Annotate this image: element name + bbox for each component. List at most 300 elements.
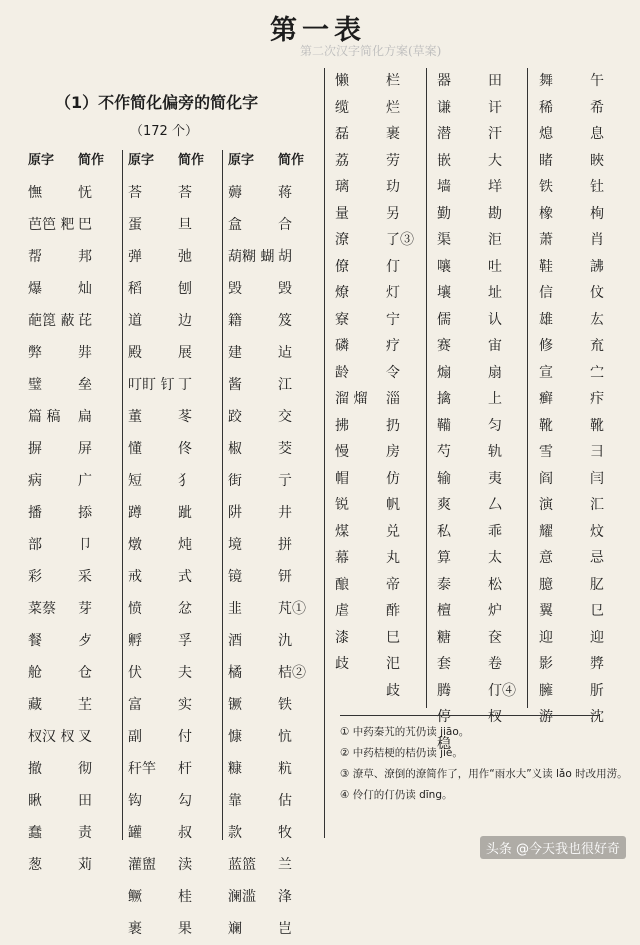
footnotes [340,715,628,806]
table-cell: 彩 [28,569,42,585]
table-cell: 卩 [78,537,92,553]
character-entry: 奁 [488,629,502,646]
table-cell: 交 [278,409,292,425]
character-entry: 息 [590,126,604,142]
table-cell [78,881,128,913]
character-entry: 煤 [335,523,349,540]
column-divider [324,68,325,838]
table-cell: 部 [28,537,42,553]
table-cell: 边 [178,313,192,329]
character-entry: 潦 [335,232,349,248]
table-cell: 彻 [78,761,92,777]
character-entry: 信 [539,285,553,301]
table-cell: 籍 [228,313,242,329]
table-cell: 芏 [78,697,92,713]
character-column [386,68,434,757]
table-cell: 怃 [78,185,92,201]
character-entry: 另 [386,205,400,222]
character-entry: 靴 [590,417,604,434]
character-entry: 肵 [590,682,604,699]
table-cell: 叔 [178,825,192,841]
character-entry: 熄 [539,126,553,142]
character-entry: 演 [539,497,553,513]
table-cell: 秆竿 [128,761,156,777]
character-entry: 睹 [539,152,553,169]
table-cell: 叉 [78,729,92,745]
character-entry: 儒 [437,311,451,328]
character-entry: 嚷 [437,258,451,275]
character-entry: 僚 [335,258,349,275]
character-entry: 大 [488,152,502,169]
table-cell: 帮 [28,249,42,265]
table-cell: 荅 [178,185,192,201]
table-cell: 街 [228,473,242,489]
table-cell: 镢 [228,697,242,713]
character-entry: 璃 [335,179,349,195]
character-entry: 厷 [590,311,604,328]
table-cell: 富 [128,697,142,713]
table-cell: 瞅 [28,793,42,809]
character-entry: 乖 [488,523,502,540]
table-cell: 葱 [28,857,42,873]
character-entry: 芍 [437,444,451,460]
character-entry: 栏 [386,73,400,89]
table-cell: 屏 [78,441,92,457]
table-cell: 邦 [78,249,92,265]
table-cell: 斓 [228,921,242,937]
table-cell: 建 [228,345,242,361]
character-entry: 玏 [386,179,400,195]
table-cell: 拼 [278,537,292,553]
table-cell: 董 [128,409,142,425]
table-cell: 展 [178,345,192,361]
table-cell: 戒 [128,569,142,585]
character-entry: 修 [539,338,553,354]
table-cell: 舱 [28,665,42,681]
table-cell: 合 [278,217,292,233]
table-cell: 付 [178,729,192,745]
character-entry: 舞 [539,73,553,89]
table-cell: 仓 [78,665,92,681]
table-cell: 摒 [28,441,42,457]
character-entry: 铁 [539,179,553,195]
table-cell [78,913,128,945]
character-entry: 耀 [539,523,553,540]
character-entry: 㝉 [590,364,604,381]
character-entry: 爽 [437,497,451,513]
character-entry: 疗 [386,338,400,354]
character-entry: 缆 [335,99,349,116]
character-entry: 输 [437,470,451,487]
character-entry: 丸 [386,550,400,566]
table-cell: 慷 [228,729,242,745]
table-cell: 病 [28,473,42,489]
character-entry: 仿 [386,470,400,487]
table-cell: 橘 [228,665,242,681]
character-entry: 幕 [335,550,349,566]
character-entry: 肊 [590,576,604,593]
table-cell: 估 [278,793,292,809]
character-entry: 燎 [335,285,349,301]
character-entry: 松 [488,576,502,593]
table-cell: 短 [128,473,142,489]
table-cell: 副 [128,729,142,745]
character-entry: 迎 [539,629,553,646]
character-entry: 匀 [488,417,502,434]
table-cell: 殿 [128,345,142,361]
table-cell: 罐 [128,825,142,841]
character-entry: 忌 [590,550,604,566]
character-entry: 套 [437,656,451,672]
table-cell: 菜蔡 [28,601,56,617]
table-cell: 餐 [28,633,42,649]
table-cell: 灿 [78,281,92,297]
table-cell: 采 [78,569,92,585]
character-entry: 算 [437,550,451,566]
table-cell: 扁 [78,409,92,425]
character-entry: 雄 [539,311,553,328]
column-divider [222,150,223,840]
table-cell: 桂 [178,889,192,905]
character-entry: 壤 [437,285,451,301]
table-cell: 韭 [228,601,242,617]
left-character-table [28,145,328,945]
character-entry: 意 [539,550,553,566]
table-header: 原字 [128,153,155,168]
table-cell: 跤 [228,409,242,425]
character-entry: 墙 [437,179,451,195]
table-cell: 掭 [78,505,92,521]
table-cell: 境 [228,537,242,553]
table-cell: 胡 [278,249,292,265]
table-cell: 蓝篮 [228,857,256,873]
table-cell: 鳜 [128,889,142,905]
table-cell: 钘 [278,569,292,585]
character-entry: 肖 [590,232,604,248]
character-entry: 田 [488,73,502,89]
table-header: 原字 [28,153,55,168]
table-cell: 弊 [28,345,42,361]
table-cell: 茭 [278,441,292,457]
character-entry: 萧 [539,232,553,248]
character-entry: 䀹 [590,152,604,169]
character-entry: 器 [437,73,451,89]
character-entry: 臆 [539,576,553,593]
table-header: 简作 [78,153,105,168]
table-header: 简作 [278,153,305,168]
table-cell: 稻 [128,281,142,297]
character-entry: 午 [590,73,604,89]
character-entry: 懒 [335,73,349,89]
table-cell: 弛 [178,249,192,265]
character-entry: 锐 [335,497,349,513]
table-cell: 伏 [128,665,142,681]
character-column [437,68,485,757]
character-entry: 栒 [590,205,604,222]
character-entry: 龄 [335,364,349,381]
table-cell: 亍 [278,473,292,489]
table-cell: 铁 [278,697,292,713]
character-column [590,68,638,757]
character-entry: 漆 [335,629,349,646]
character-entry: 渠 [437,232,451,248]
character-entry: 磊 [335,126,349,142]
character-entry: 量 [335,205,349,222]
watermark-label: 头条 @今天我也很好奇 [480,836,626,859]
table-cell: 款 [228,825,242,841]
table-cell: 薅 [228,185,242,201]
table-cell: 弹 [128,249,142,265]
table-cell: 芃① [278,601,306,617]
table-cell: 播 [28,505,42,521]
table-cell: 芘 [78,313,92,329]
footnote: ② 中药桔梗的桔仍读 jié。 [340,747,463,759]
table-cell: 广 [78,473,92,489]
character-column [539,68,587,757]
character-entry: 讦 [488,99,502,116]
character-entry: 钍 [590,179,604,195]
table-cell: 夫 [178,665,192,681]
character-entry: 癣 [539,391,553,407]
footnote: ④ 伶仃的仃仍读 dīng。 [340,789,453,801]
character-entry: 址 [488,285,502,301]
table-cell: 忼 [278,729,292,745]
right-character-columns [335,68,638,757]
character-entry: 扇 [488,364,502,381]
table-cell: 忿 [178,601,192,617]
table-cell: 撤 [28,761,42,777]
table-cell: 钩 [128,793,142,809]
character-entry: 私 [437,523,451,540]
table-cell: 勾 [178,793,192,809]
table-cell: 蠢 [28,825,42,841]
character-entry: 汜 [386,656,400,672]
table-cell: 愤 [128,601,142,617]
section-title: （1）不作简化偏旁的简化字 [55,93,259,112]
character-entry: 稀 [539,99,553,116]
table-cell: 炖 [178,537,192,553]
character-entry: 房 [386,444,400,460]
table-cell: 佟 [178,441,192,457]
character-entry: 疜 [590,391,604,407]
table-header: 原字 [228,153,255,168]
character-entry: 酿 [335,576,349,593]
character-entry: 认 [488,311,502,328]
table-cell: 毁 [278,281,292,297]
character-count: （172 个） [130,124,198,139]
table-cell: 式 [178,569,192,585]
character-entry: 仃 [386,258,400,275]
table-cell: 毁 [228,281,242,297]
character-entry: 迎 [590,629,604,646]
character-entry: 上 [488,391,502,407]
character-entry: 臃 [539,682,553,699]
table-cell: 杆 [178,761,192,777]
table-cell: 苳 [178,409,192,425]
character-entry: 帆 [386,497,400,513]
character-entry: 伩 [590,285,604,301]
table-cell: 苅 [78,857,92,873]
table-cell [28,881,78,913]
table-cell: 旦 [178,217,192,233]
character-entry: 希 [590,99,604,116]
character-entry: 雪 [539,444,553,460]
faded-background-heading: 第二次汉字简化方案(草案) [300,44,442,58]
table-cell: 篇 稿 [28,409,61,425]
table-cell: 糠 [228,761,242,777]
table-cell: 酒 [228,633,242,649]
table-cell: 迠 [278,345,292,361]
character-entry: 煽 [437,364,451,381]
table-cell: 荅 [128,185,142,201]
character-entry: 嵌 [437,152,451,169]
character-entry: 烂 [386,99,400,116]
character-entry: 夷 [488,470,502,487]
character-entry: 闫 [590,470,604,487]
character-entry: 裹 [386,126,400,142]
table-cell: 裹 [128,921,142,937]
character-entry: 橡 [539,205,553,222]
table-cell: 丁 [178,377,192,393]
table-cell: 桔② [278,665,306,681]
character-entry: 杈 [488,709,502,725]
table-cell: 巴 [78,217,92,233]
character-entry: 洰 [488,232,502,248]
table-cell: 兰 [278,857,292,873]
character-entry: 卷 [488,656,502,672]
character-entry: 歧 [386,682,400,699]
table-cell: 垒 [78,377,92,393]
character-entry: 帽 [335,470,349,487]
character-entry: 太 [488,550,502,566]
character-entry: 勤 [437,205,451,222]
table-cell: 氿 [278,633,292,649]
table-cell: 叮盯 钉 [128,377,175,393]
character-entry: 影 [539,656,553,672]
table-cell: 浲 [278,889,292,905]
character-entry: 泰 [437,576,451,593]
table-cell: 芭笆 粑 [28,217,75,233]
table-cell: 蹲 [128,505,142,521]
table-cell: 弉 [78,345,92,361]
table-cell: 江 [278,377,292,393]
footnote: ③ 潦草、潦倒的潦简作了，用作“雨水大”义读 lǎo 时改用涝。 [340,768,628,780]
table-cell: 懂 [128,441,142,457]
table-cell: 靠 [228,793,242,809]
character-entry: 歧 [335,656,349,672]
table-cell: 阱 [228,505,242,521]
character-entry: 磷 [335,338,349,354]
table-cell: 犭 [178,473,192,489]
table-header: 简作 [178,153,205,168]
table-cell: 实 [178,697,192,713]
column-divider [122,150,123,840]
character-entry: 游 [539,709,553,725]
character-entry: 巳 [386,629,400,646]
character-entry: 虐 [335,603,349,619]
table-cell: 果 [178,921,192,937]
footnote: ① 中药秦艽的艽仍读 jiāo。 [340,726,470,738]
table-cell: 田 [78,793,92,809]
table-cell: 澜滥 [228,889,256,905]
character-entry: 仃④ [488,682,516,699]
table-cell: 蒋 [278,185,292,201]
character-entry: 灯 [386,285,400,301]
character-entry: 垟 [488,179,502,195]
page-title: 第一表 [270,15,366,46]
table-cell: 憮 [28,185,42,201]
table-cell: 爆 [28,281,42,297]
character-entry: 腾 [437,682,451,699]
table-cell: 蛋 [128,217,142,233]
character-entry: 鞴 [437,417,451,434]
character-entry: 宁 [386,311,400,328]
table-cell: 葫糊 蝴 [228,249,275,265]
character-entry: 厶 [488,497,502,513]
table-cell: 跐 [178,505,192,521]
character-entry: 令 [386,364,400,381]
character-entry: 酢 [386,603,400,619]
table-cell: 杈汉 杈 [28,729,75,745]
character-entry: 稳 [437,735,451,752]
character-entry: 沈 [590,709,604,725]
table-cell: 牧 [278,825,292,841]
table-cell: 灌盥 [128,857,156,873]
table-cell: 刨 [178,281,192,297]
character-entry: 㢡 [590,656,604,672]
character-entry: 淄 [386,391,400,407]
table-cell: 葩箆 蔽 [28,313,75,329]
table-cell: 孚 [178,633,192,649]
table-cell: 酱 [228,377,242,393]
character-entry: 了③ [386,232,414,248]
character-entry: 㔾 [590,603,604,619]
character-entry: 靴 [539,417,553,434]
character-entry: 彐 [590,444,604,460]
character-entry: 潜 [437,126,451,142]
table-cell: 燉 [128,537,142,553]
character-entry: 汇 [590,497,604,513]
character-entry: 糖 [437,629,451,646]
character-entry: 劳 [386,152,400,169]
table-cell: 井 [278,505,292,521]
table-cell: 渎 [178,857,192,873]
character-entry: 翼 [539,603,553,619]
table-cell: 歺 [78,633,92,649]
character-entry: 寮 [335,311,349,328]
table-cell: 岂 [278,921,292,937]
table-cell: 璧 [28,377,42,393]
character-entry: 炆 [590,523,604,540]
table-cell: 孵 [128,633,142,649]
character-entry: 鞋 [539,258,553,275]
character-entry: 帝 [386,576,400,593]
character-entry: 兑 [386,523,400,540]
table-cell: 盒 [228,217,242,233]
character-entry: 慢 [335,444,349,460]
character-entry: 扔 [386,417,400,434]
character-entry: 轨 [488,444,502,460]
table-cell: 芽 [78,601,92,617]
character-column [488,68,536,757]
table-cell: 责 [78,825,92,841]
character-entry: 㐬 [590,338,604,354]
table-cell [28,913,78,945]
table-cell: 藏 [28,697,42,713]
character-entry: 阎 [539,470,553,487]
table-cell: 粇 [278,761,292,777]
character-entry: 汗 [488,126,502,142]
